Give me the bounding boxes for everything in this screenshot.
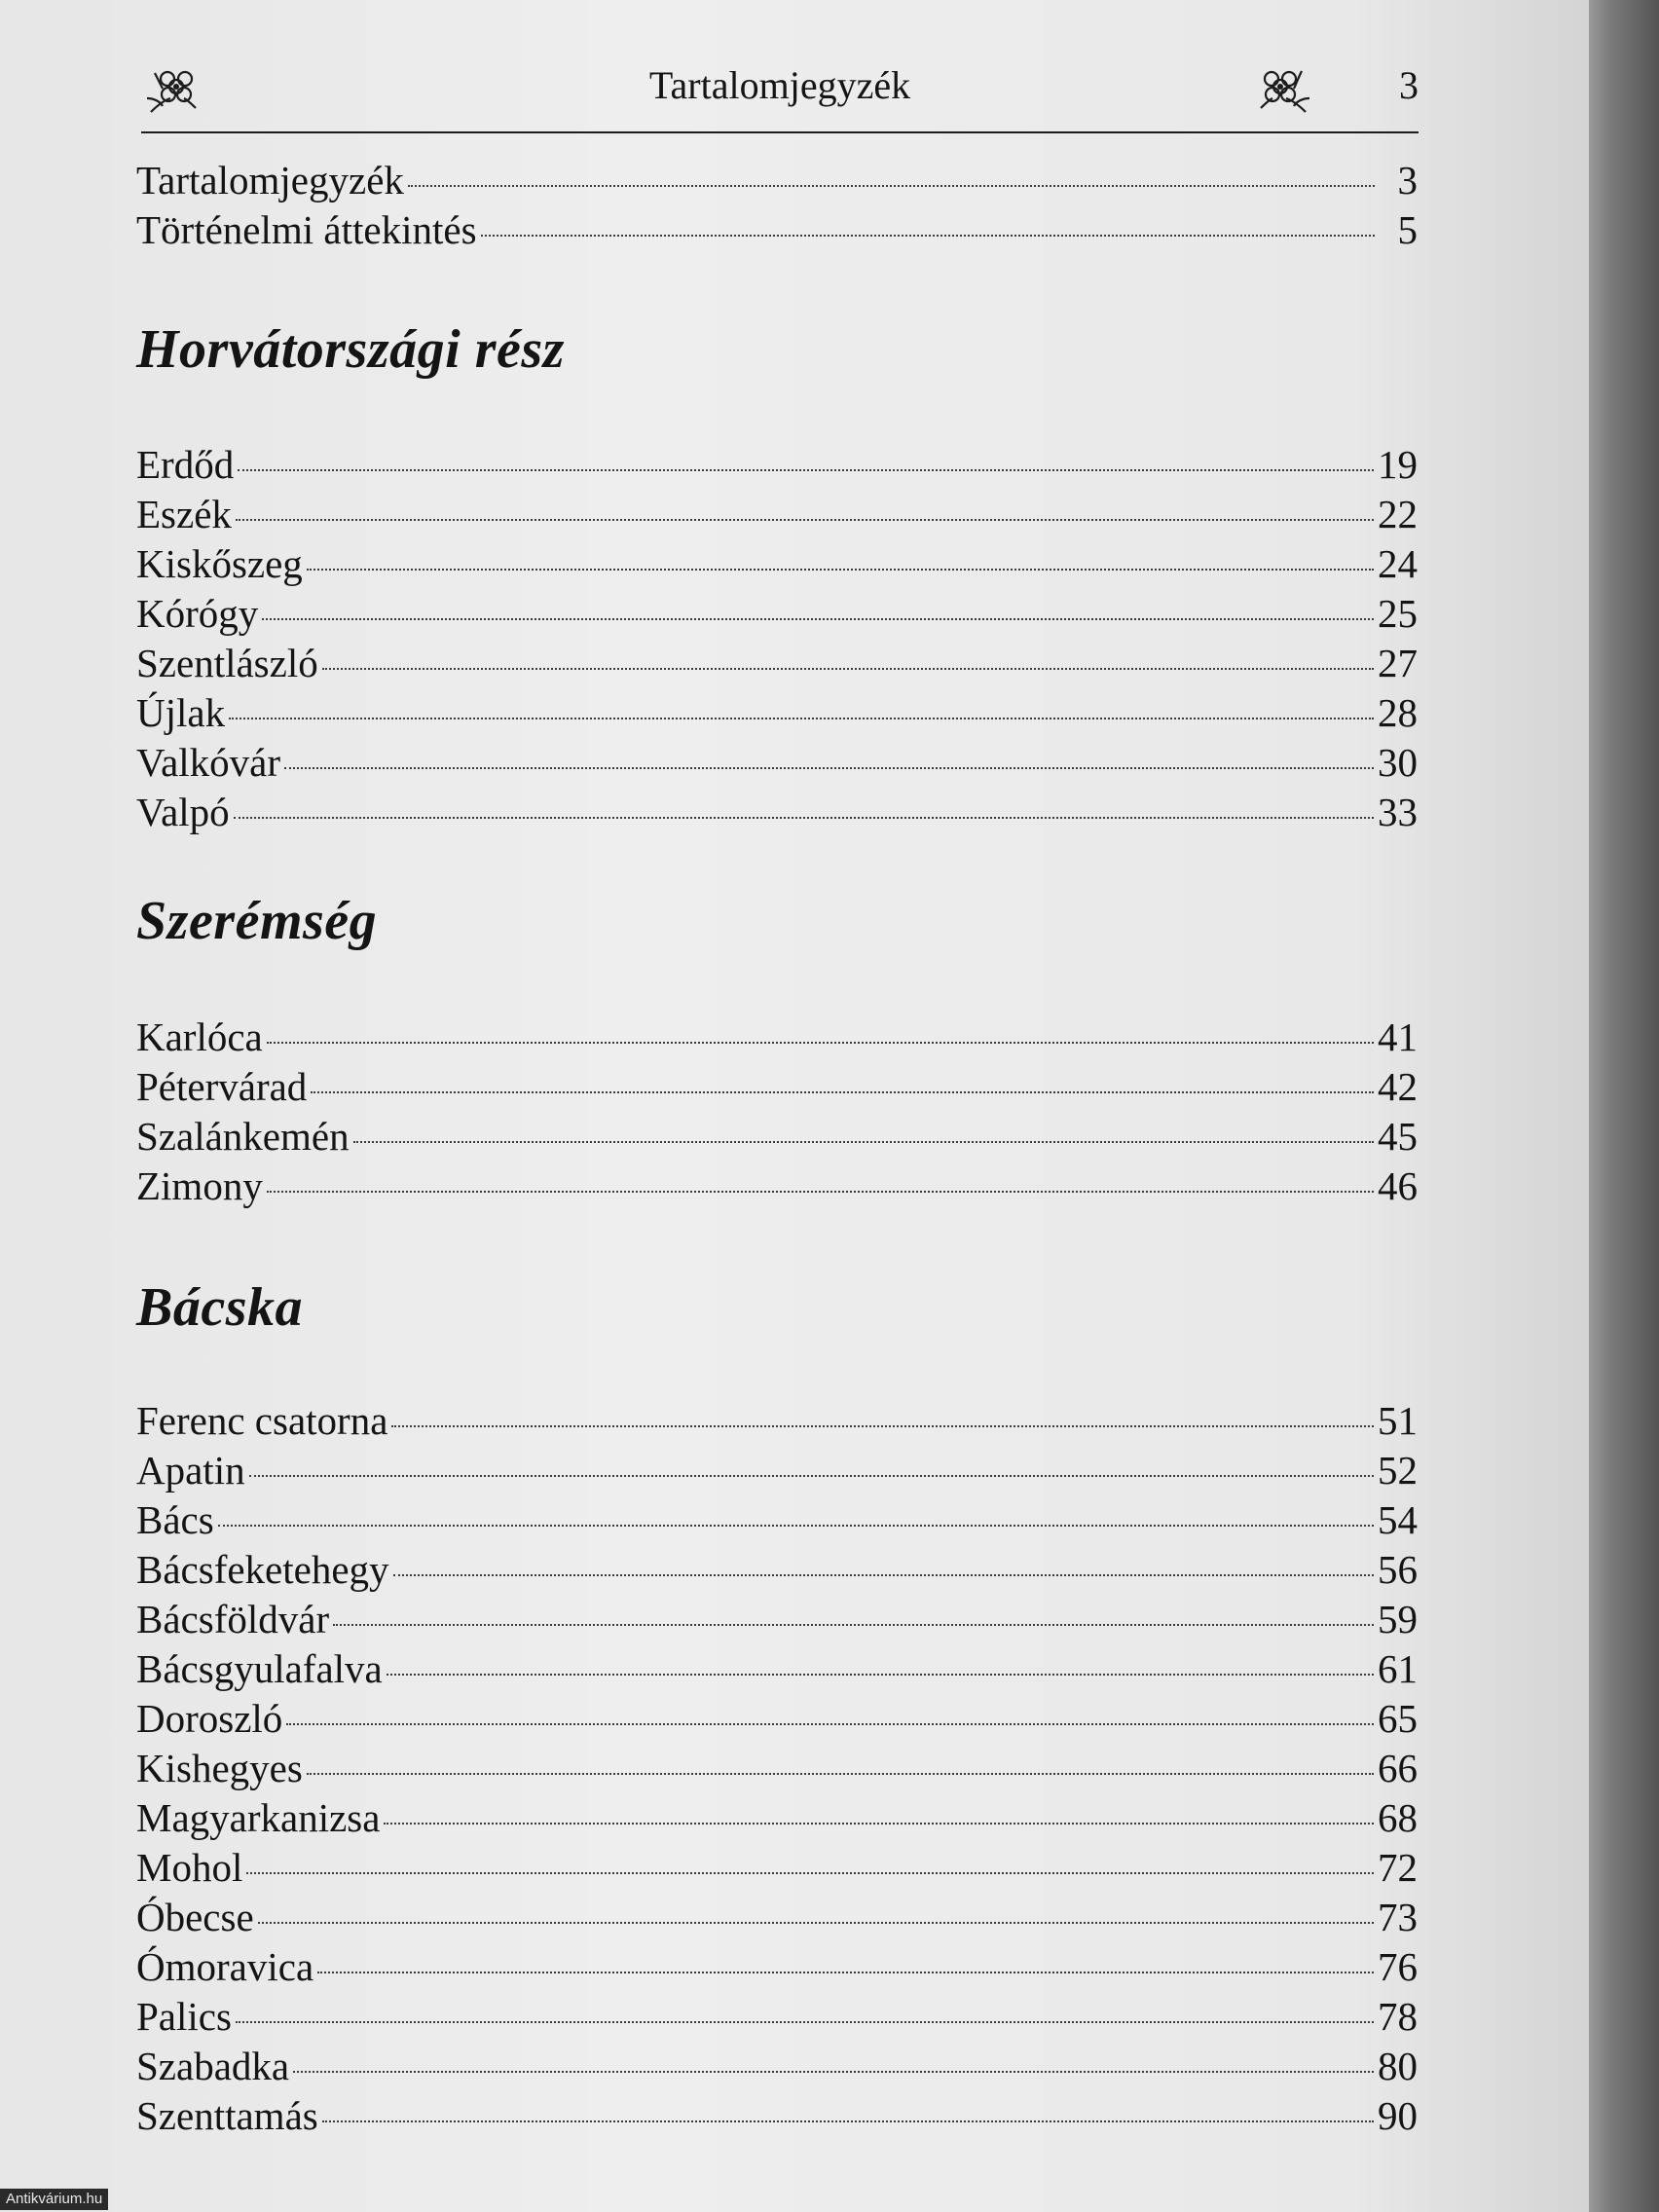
toc-entry-title: Valpó (136, 790, 230, 834)
toc-entry-page: 80 (1378, 2044, 1418, 2088)
toc-entry-title: Szentlászló (136, 641, 318, 685)
toc-entry (136, 1893, 1418, 1942)
toc-entry-title: Tartalomjegyzék (136, 158, 404, 203)
toc-entry-title: Kórógy (136, 591, 259, 636)
toc-entry (136, 639, 1418, 688)
toc-entry (136, 1942, 1418, 1992)
dot-leader (234, 817, 1374, 819)
toc-entry-page: 33 (1378, 790, 1418, 834)
toc-entry-page: 41 (1378, 1014, 1418, 1059)
dot-leader (262, 618, 1374, 620)
toc-entry-page: 73 (1378, 1895, 1418, 1939)
toc-entry (136, 2042, 1418, 2091)
toc-section-list (136, 440, 1418, 837)
toc-entry-page: 19 (1378, 442, 1418, 487)
dot-leader (236, 2021, 1374, 2023)
toc-entry (136, 1793, 1418, 1843)
toc-entry-page: 22 (1378, 492, 1418, 536)
toc-entry-title: Pétervárad (136, 1064, 308, 1109)
toc-entry-title: Újlak (136, 690, 226, 735)
toc-entry (136, 205, 1418, 255)
toc-section-list (136, 1396, 1418, 2141)
toc-entry-page: 68 (1378, 1795, 1418, 1840)
toc-entry (136, 1744, 1418, 1793)
dot-leader (307, 1773, 1374, 1775)
toc-entry-title: Ómoravica (136, 1944, 314, 1989)
toc-entry-title: Kiskőszeg (136, 541, 303, 586)
toc-entry-page: 3 (1397, 158, 1418, 203)
toc-section-list (136, 1013, 1418, 1211)
toc-entry (136, 1396, 1418, 1446)
flower-ornament-icon (1251, 59, 1315, 120)
dot-leader (307, 569, 1374, 571)
dot-leader (333, 1624, 1374, 1626)
dot-leader (286, 1723, 1374, 1725)
toc-entry-page: 61 (1378, 1646, 1418, 1691)
toc-entry-page: 46 (1378, 1163, 1418, 1208)
toc-entry-title: Karlóca (136, 1014, 263, 1059)
book-page-edge (1589, 0, 1659, 2212)
section-heading: Horvátországi rész (136, 319, 565, 380)
toc-entry-title: Óbecse (136, 1895, 254, 1939)
toc-entry-title: Mohol (136, 1845, 243, 1890)
toc-entry-page: 59 (1378, 1597, 1418, 1641)
running-header (141, 54, 1419, 133)
toc-entry (136, 1495, 1418, 1545)
header-page-number: 3 (1399, 63, 1419, 107)
toc-entry-title: Szalánkemén (136, 1114, 350, 1159)
section-heading: Bácska (136, 1277, 303, 1338)
toc-entry (136, 1446, 1418, 1495)
dot-leader (246, 1872, 1374, 1874)
toc-entry (136, 1545, 1418, 1595)
dot-leader (481, 235, 1375, 237)
toc-entry-page: 27 (1378, 641, 1418, 685)
toc-entry (136, 1644, 1418, 1694)
header-title: Tartalomjegyzék (648, 63, 911, 107)
dot-leader (393, 1574, 1374, 1576)
toc-entry-page: 24 (1378, 541, 1418, 586)
toc-entry-title: Eszék (136, 492, 232, 536)
watermark-label: Antikvárium.hu (0, 2189, 108, 2210)
toc-entry-title: Magyarkanizsa (136, 1795, 381, 1840)
toc-entry-page: 28 (1378, 690, 1418, 735)
toc-entry (136, 1992, 1418, 2042)
toc-entry (136, 2091, 1418, 2141)
toc-entry-title: Szenttamás (136, 2093, 318, 2138)
toc-entry-title: Kishegyes (136, 1746, 303, 1790)
dot-leader (387, 1674, 1374, 1676)
toc-entry-page: 51 (1378, 1398, 1418, 1443)
toc-entry-title: Bácsfeketehegy (136, 1547, 389, 1592)
toc-entry-page: 66 (1378, 1746, 1418, 1790)
dot-leader (322, 668, 1374, 670)
dot-leader (229, 718, 1374, 719)
toc-entry-title: Történelmi áttekintés (136, 207, 477, 252)
toc-entry-page: 78 (1378, 1994, 1418, 2039)
toc-entry-page: 42 (1378, 1064, 1418, 1109)
toc-entry (136, 688, 1418, 738)
toc-entry (136, 1112, 1418, 1161)
dot-leader (267, 1042, 1374, 1044)
toc-entry (136, 589, 1418, 639)
dot-leader (267, 1191, 1374, 1193)
dot-leader (408, 185, 1375, 187)
toc-entry-title: Apatin (136, 1448, 245, 1493)
toc-entry-page: 56 (1378, 1547, 1418, 1592)
toc-entry (136, 440, 1418, 490)
dot-leader (317, 1972, 1374, 1973)
toc-entry (136, 1595, 1418, 1644)
toc-entry (136, 1161, 1418, 1211)
toc-entry (136, 1843, 1418, 1893)
dot-leader (236, 519, 1374, 521)
toc-entry-title: Erdőd (136, 442, 235, 487)
toc-entry-page: 5 (1397, 207, 1418, 252)
dot-leader (258, 1922, 1374, 1924)
toc-entry-title: Szabadka (136, 2044, 290, 2088)
toc-entry (136, 490, 1418, 539)
dot-leader (238, 469, 1374, 471)
dot-leader (311, 1091, 1374, 1093)
toc-entry-page: 54 (1378, 1497, 1418, 1542)
dot-leader (322, 2120, 1374, 2122)
dot-leader (293, 2071, 1374, 2073)
toc-entry-title: Doroszló (136, 1696, 283, 1741)
dot-leader (391, 1425, 1374, 1427)
toc-entry (136, 1013, 1418, 1062)
toc-entry-page: 30 (1378, 740, 1418, 785)
section-heading: Szerémség (136, 891, 378, 951)
toc-entry-page: 76 (1378, 1944, 1418, 1989)
dot-leader (384, 1823, 1374, 1825)
toc-entry-title: Valkóvár (136, 740, 281, 785)
toc-entry-page: 90 (1378, 2093, 1418, 2138)
toc-entry (136, 788, 1418, 837)
toc-entry-page: 52 (1378, 1448, 1418, 1493)
toc-entry (136, 1694, 1418, 1744)
toc-entry-title: Ferenc csatorna (136, 1398, 388, 1443)
toc-entry-page: 72 (1378, 1845, 1418, 1890)
toc-entry (136, 1062, 1418, 1112)
toc-entry-page: 65 (1378, 1696, 1418, 1741)
dot-leader (249, 1475, 1374, 1477)
toc-entry-page: 25 (1378, 591, 1418, 636)
toc-entry-title: Palics (136, 1994, 232, 2039)
toc-entry-title: Bácsföldvár (136, 1597, 330, 1641)
toc-entry (136, 539, 1418, 589)
toc-entry-title: Bács (136, 1497, 214, 1542)
dot-leader (284, 767, 1374, 769)
toc-entry (136, 156, 1418, 205)
toc-entry-title: Zimony (136, 1163, 263, 1208)
dot-leader (353, 1141, 1374, 1143)
toc-entry-page: 45 (1378, 1114, 1418, 1159)
toc-entry-title: Bácsgyulafalva (136, 1646, 383, 1691)
toc-entry (136, 738, 1418, 788)
dot-leader (218, 1525, 1374, 1527)
toc-intro-list (136, 156, 1418, 255)
